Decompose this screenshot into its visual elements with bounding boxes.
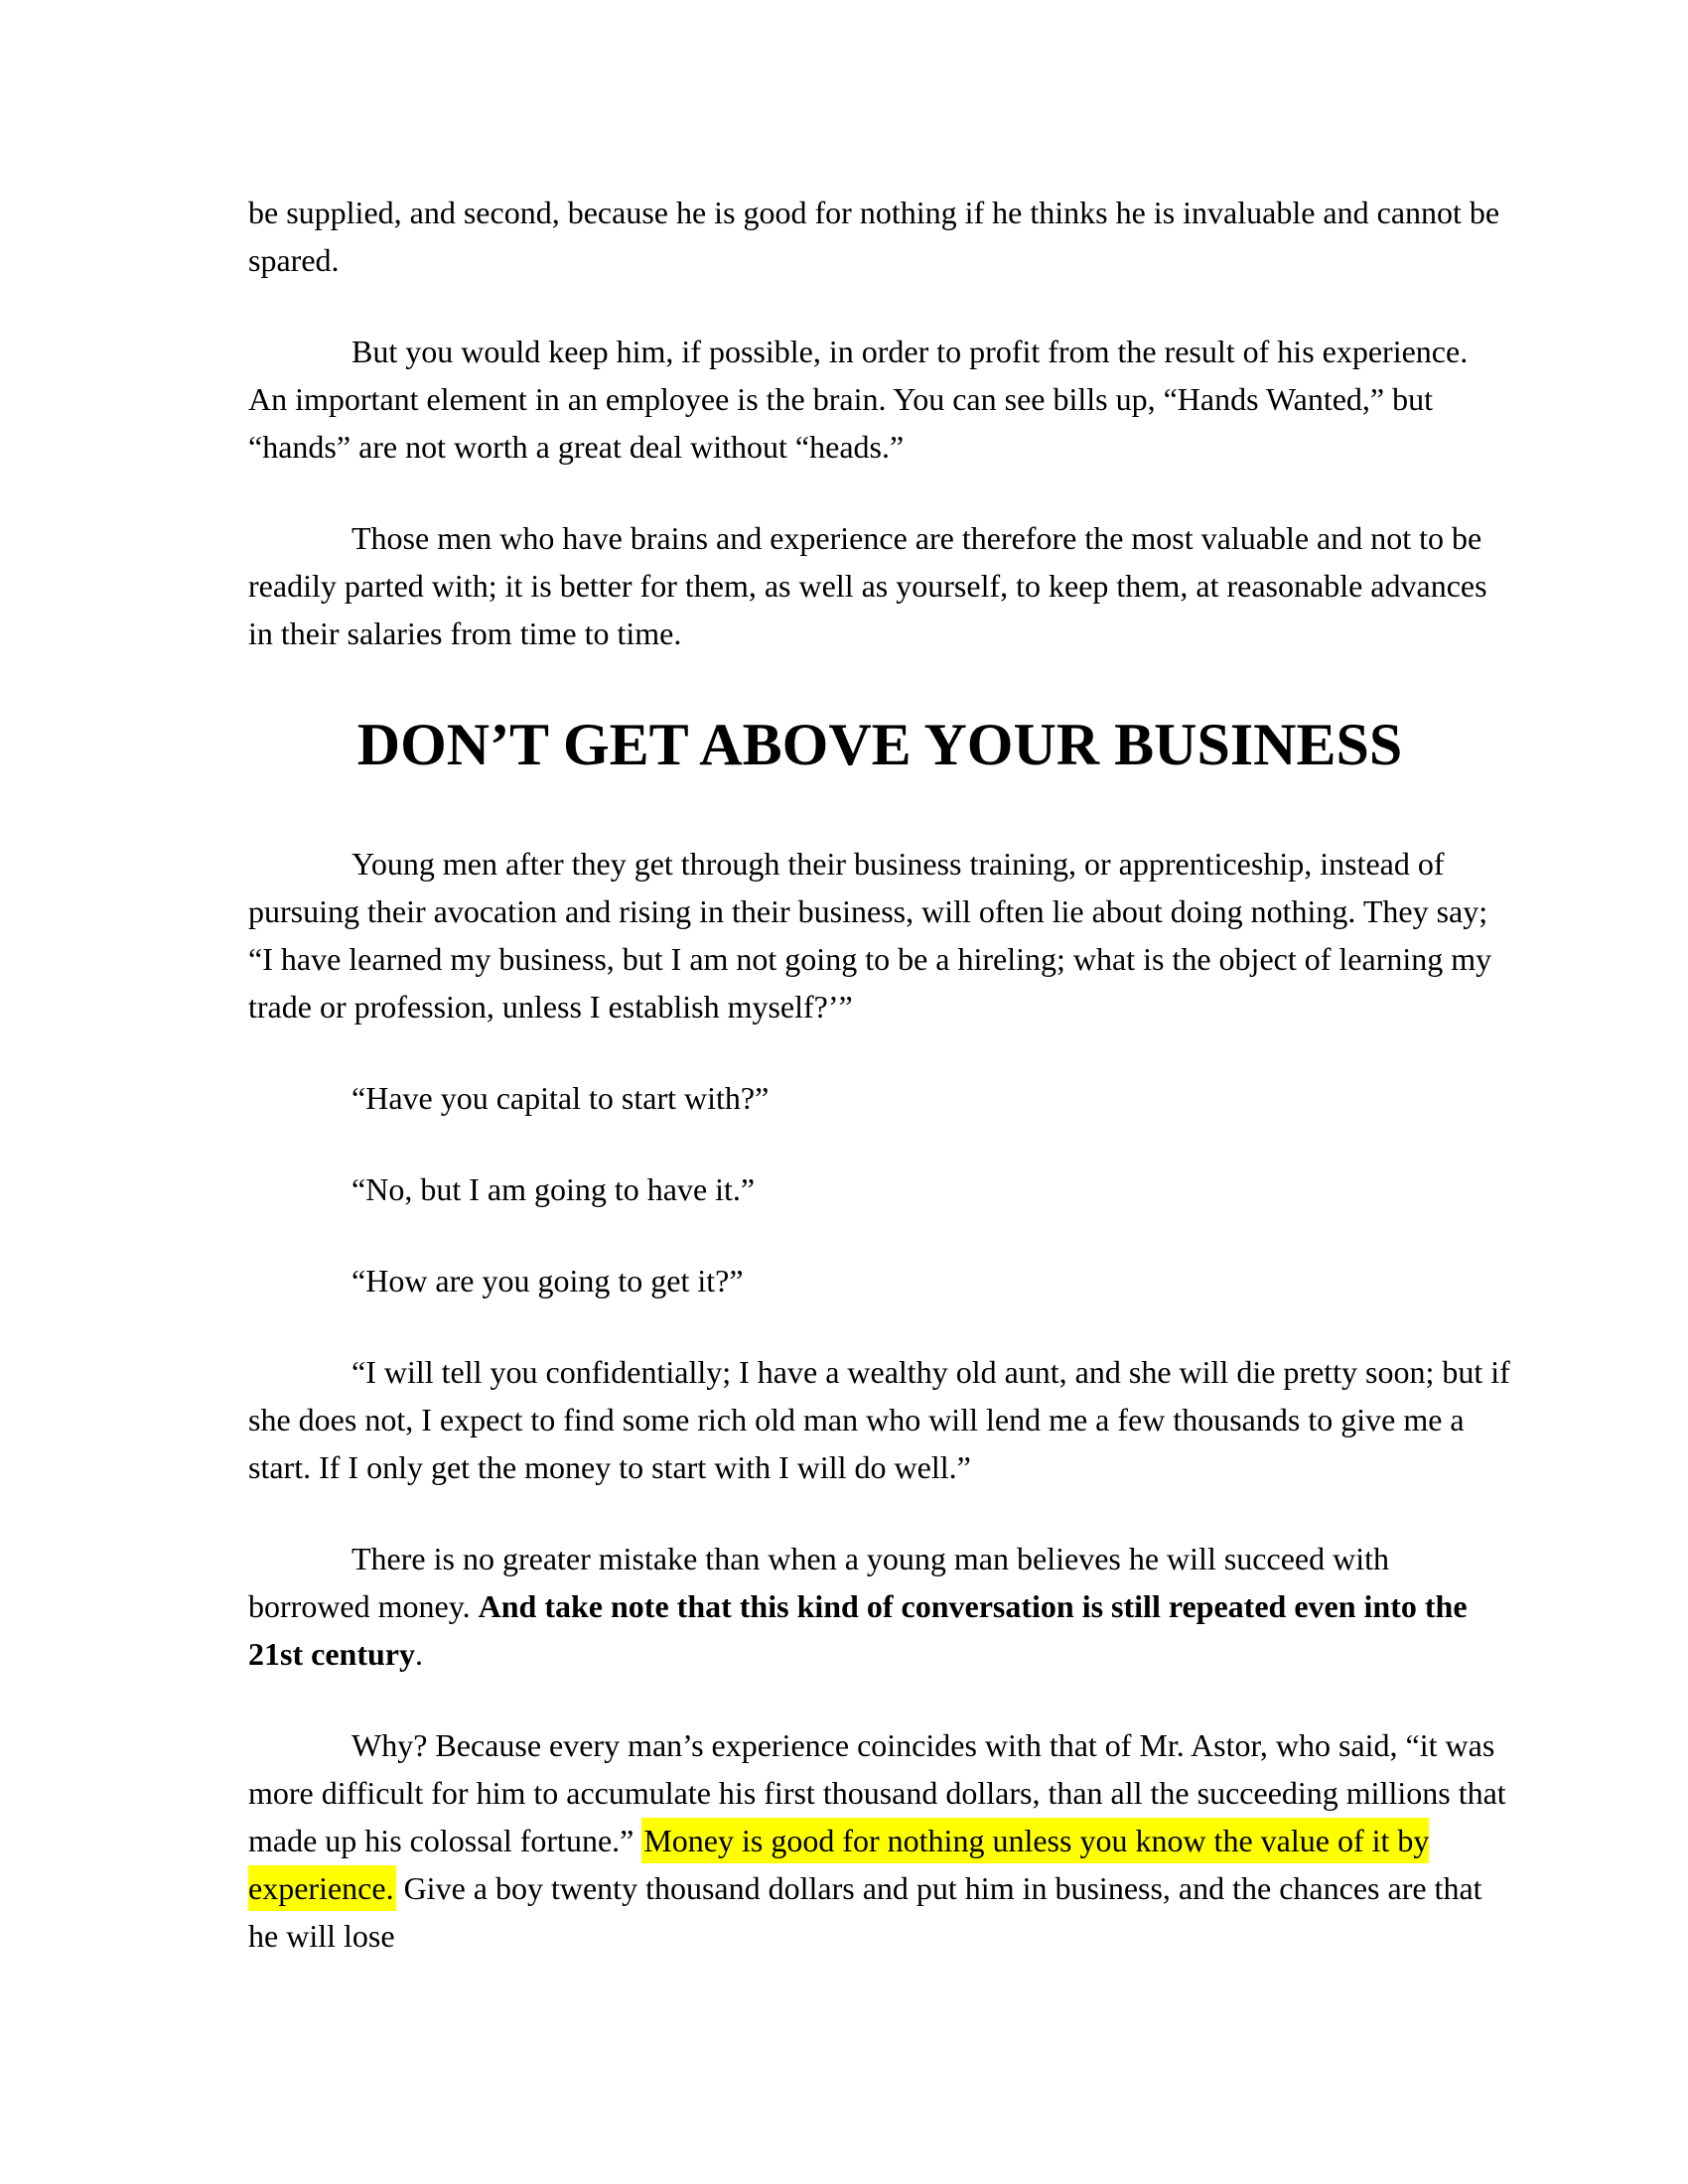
paragraph-continuation: be supplied, and second, because he is good for nothing if he thinks he is invaluable and cannot be spared. (248, 195, 1500, 278)
text-segment: . (414, 1636, 423, 1672)
paragraph-brains-and-experience: Those men who have brains and experience are therefore the most valuable and not to be readily parted with; it is better for them, as well as yourself, to keep them, at reasonable advances in their salaries from time to time. (248, 520, 1487, 651)
dialog-line-capital: “Have you capital to start with?” (352, 1080, 770, 1116)
paragraph-wealthy-aunt: “I will tell you confidentially; I have a wealthy old aunt, and she will die pretty soon; but if she does not, I expect to find some rich old man who will lend me a few thousands to give me a start. If I only get the money to start with I will do well.” (248, 1354, 1510, 1485)
section-heading: DON’T GET ABOVE YOUR BUSINESS (356, 712, 1403, 777)
text-segment: Give a boy twenty thousand dollars and put him in business, and the chances are that he will lose (248, 1870, 1482, 1954)
paragraph-keep-him: But you would keep him, if possible, in order to profit from the result of his experience. An important element in an employee is the brain. You can see bills up, “Hands Wanted,” but “hands” are not worth a great deal without “heads.” (248, 334, 1469, 465)
text-segment: There is no greater mistake than when a young man believes he will succeed with borrowed money. (248, 1541, 1389, 1624)
dialog-line-going-to-have-it: “No, but I am going to have it.” (352, 1171, 756, 1207)
paragraph-young-men: Young men after they get through their business training, or apprenticeship, instead of pursuing their avocation and rising in their business, will often lie about doing nothing. They say; “I have learned my business, but I am not going to be a hireling; what is the object of learning my trade or profession, unless I establish myself?’” (248, 846, 1492, 1024)
highlighted-text-segment: Money is good for nothing unless you know the value of it by experience. (248, 1818, 1429, 1911)
dialog-line-how-get-it: “How are you going to get it?” (352, 1263, 744, 1298)
text-segment: Why? Because every man’s experience coincides with that of Mr. Astor, who said, “it was more difficult for him to accumulate his first thousand dollars, than all the succeeding millions that made up his colossal fortune.” (248, 1727, 1506, 1858)
bold-text-segment: And take note that this kind of conversation is still repeated even into the 21st century (248, 1588, 1468, 1672)
paragraph-borrowed-money (248, 1535, 1511, 1678)
paragraph-astor-experience (248, 1721, 1511, 1960)
